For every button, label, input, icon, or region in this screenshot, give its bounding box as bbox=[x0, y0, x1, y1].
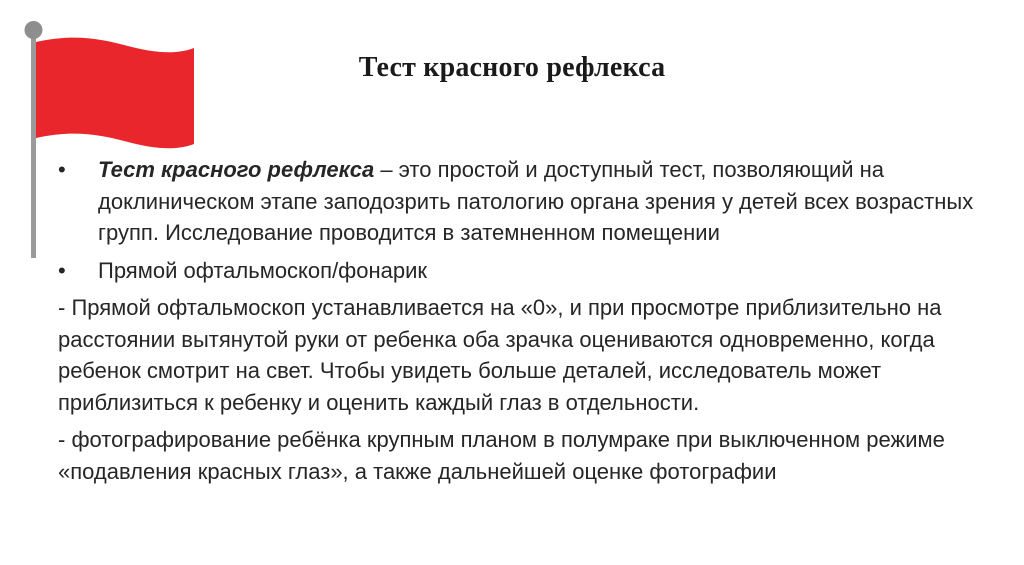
bullet-text: – это простой и доступный тест, позволяющий на доклиническом этапе заподозрить патологию органа зрения у детей всех возрастных групп. Исследование проводится в затемненном помещении bbox=[98, 157, 974, 245]
bullet-marker: • bbox=[58, 157, 66, 182]
paragraph-ophthalmoscope: - Прямой офтальмоскоп устанавливается на «0», и при просмотре приблизительно на расстоянии вытянутой руки от ребенка оба зрачка оцениваются одновременно, когда ребенок смотрит на свет. Чтобы увидеть больше деталей, исследователь может приблизиться к ребенку и оценить каждый глаз в отдельности. bbox=[58, 295, 942, 415]
bullet-item bbox=[58, 255, 978, 287]
bullet-item bbox=[58, 154, 978, 249]
page-title: Тест красного рефлекса bbox=[358, 52, 666, 83]
bullet-text: Прямой офтальмоскоп/фонарик bbox=[98, 257, 428, 283]
highlighted-term: Тест красного рефлекса bbox=[98, 157, 375, 182]
bullet-marker: • bbox=[58, 257, 66, 283]
paragraph-photography: - фотографирование ребёнка крупным планом в полумраке при выключенном режиме «подавления красных глаз», а также дальнейшей оценке фотографии bbox=[58, 427, 945, 484]
slide-content bbox=[58, 154, 978, 493]
